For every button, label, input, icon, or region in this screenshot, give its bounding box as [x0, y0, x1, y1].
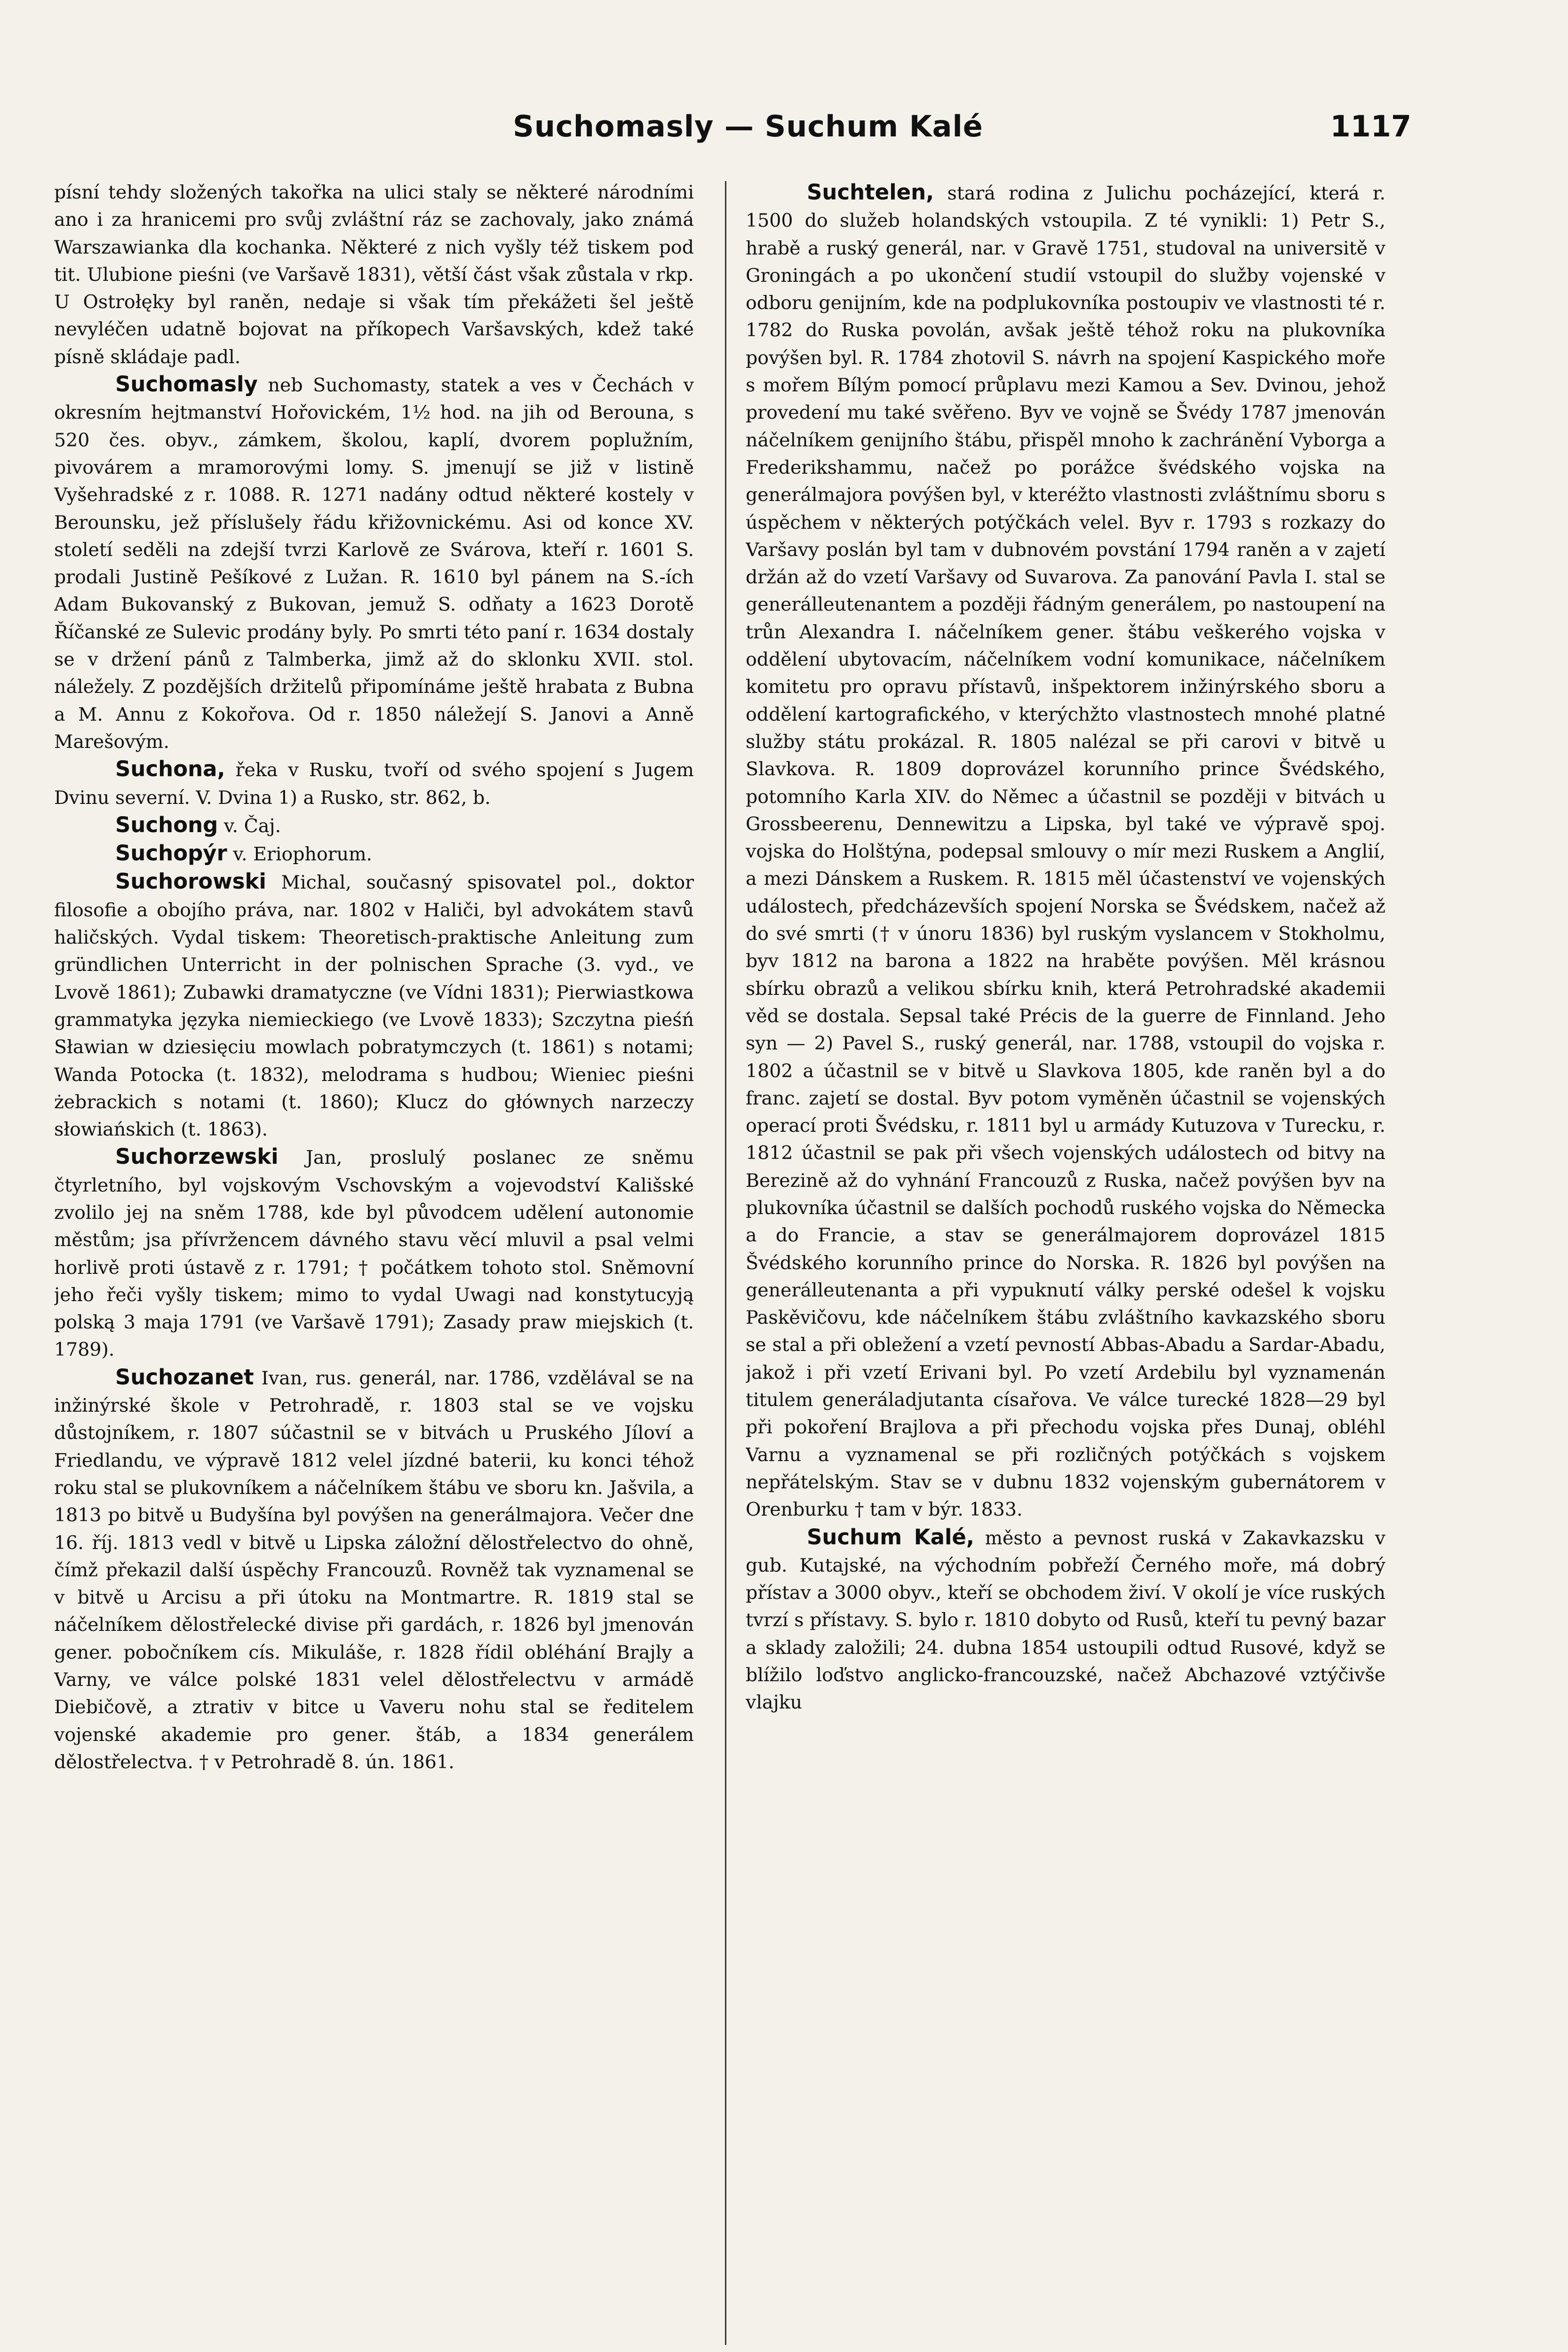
entry-headword: Suchona, — [115, 756, 225, 782]
entry-text: v. Čaj. — [223, 815, 281, 837]
entry-text: v. Eriophorum. — [233, 843, 373, 866]
entry-headword: Suchorzewski — [115, 1144, 279, 1169]
entry-suchtelen — [746, 179, 1385, 1524]
entry-suchong — [54, 811, 694, 840]
entry-text: stará rodina z Julichu pocházející, která r. 1500 do služeb holandských vstoupila. Z té vynikli: 1) Petr S., hrabě a ruský generál, nar. v Gravě 1751, studoval na universitě v Groningách a po ukončení studií vstoupil do služby vojenské v odboru genijním, kde na podplukovníka postoupiv ve vlastnosti té r. 1782 do Ruska povolán, avšak ještě téhož roku na plukovníka povýšen byl. R. 1784 zhotovil S. návrh na spojení Kaspického moře s mořem Bílým pomocí průplavu mezi Kamou a Sev. Dvinou, jehož provedení mu také svěřeno. Byv ve vojně se Švédy 1787 jmenován náčelníkem genijního štábu, přispěl mnoho k zachránění Vyborga a Frederikshammu, načež po porážce švédského vojska na generálmajora povýšen byl, v kteréžto vlastnosti zvláštnímu sboru s úspěchem v některých potýčkách velel. Byv r. 1793 s rozkazy do Varšavy poslán byl tam v dubnovém povstání 1794 raněn a v zajetí držán až do vzetí Varšavy od Suvarova. Za panování Pavla I. stal se generálleutenantem a později řádným generálem, po nastoupení na trůn Alexandra I. náčelníkem gener. štábu veškerého vojska v oddělení ubytovacím, náčelníkem vodní komunikace, náčelníkem komitetu pro opravu přístavů, inšpektorem inžinýrského sboru a oddělení kartografického, v kterýchžto vlastnostech mnohé platné služby státu prokázal. R. 1805 nalézal se při carovi v bitvě u Slavkova. R. 1809 doprovázel korunního prince Švédského, potomního Karla XIV. do Němec a účastnil se později v bitvách u Grossbeerenu, Dennewitzu a Lipska, byl také ve výpravě spoj. vojska do Holštýna, podepsal smlouvy o mír mezi Ruskem a Anglií, a mezi Dánskem a Ruskem. R. 1815 měl účastenství ve vojenských událostech, předcházevších spojení Norska se Švédskem, načež až do své smrti († v únoru 1836) byl ruským vyslancem v Stokholmu, byv 1812 na barona a 1822 na hraběte povýšen. Měl krásnou sbírku obrazů a velikou sbírku knih, která Petrohradské akademii věd se dostala. Sepsal také Précis de la guerre de Finnland. Jeho syn — 2) Pavel S., ruský generál, nar. 1788, vstoupil do vojska r. 1802 a účastnil se v bitvě u Slavkova 1805, kde raněn byl a do franc. zajetí se dostal. Byv potom vyměněn účastnil se vojenských operací proti Švédsku, r. 1811 byl u armády Kutuzova v Turecku, r. 1812 účastnil se pak při všech vojenských událostech od bitvy na Berezině až do vyhnání Francouzů z Ruska, načež povýšen byv na plukovníka účastnil se dalších pochodů ruského vojska do Německa a do Francie, a stav se generálmajorem doprovázel 1815 Švédského korunního prince do Norska. R. 1826 byl povýšen na generálleutenanta a při vypuknutí války perské odešel k vojsku Paskěvičovu, kde náčelníkem štábu zvláštního kavkazského sboru se stal a při obležení a vzetí pevností Abbas-Abadu a Sardar-Abadu, jakož i při vzetí Erivani byl. Po vzetí Ardebilu byl vyznamenán titulem generáladjutanta císařova. Ve válce turecké 1828—29 byl při pokoření Brajlova a při přechodu vojska přes Dunaj, obléhl Varnu a vyznamenal se při rozličných potýčkách s vojskem nepřátelským. Stav se v dubnu 1832 vojenským gubernátorem v Orenburku † tam v býr. 1833. — [746, 183, 1385, 1521]
entry-text: řeka v Rusku, tvoří od svého spojení s Jugem Dvinu severní. V. Dvina 1) a Rusko, str. 862, b. — [54, 759, 694, 809]
entry-text: město a pevnost ruská v Zakavkazsku v gub. Kutajské, na východním pobřeží Černého moře, má dobrý přístav a 3000 obyv., kteří se obchodem živí. V okolí je více ruských tvrzí s přístavy. S. bylo r. 1810 dobyto od Rusů, kteří tu pevný bazar a sklady založili; 24. dubna 1854 ustoupili odtud Rusové, když se blížilo loďstvo anglicko-francouzské, načež Abchazové vztýčivše vlajku — [746, 1527, 1385, 1714]
entry-suchorowski — [54, 868, 694, 1143]
entry-headword: Suchozanet — [115, 1364, 254, 1390]
entry-headword: Suchum Kalé, — [807, 1524, 975, 1549]
entry-text: Michal, současný spisovatel pol., doktor filosofie a obojího práva, nar. 1802 v Haliči, byl advokátem stavů haličských. Vydal tiskem: Theoretisch-praktische Anleitung zum gründlichen Unterricht in der polnischen Sprache (3. vyd., ve Lvově 1861); Zubawki dramatyczne (ve Vídni 1831); Pierwiastkowa grammatyka języka niemieckiego (ve Lvově 1833); Szczytna pieśń Sławian w dziesięciu mowlach pobratymczych (t. 1861) s notami; Wanda Potocka (t. 1832), melodrama s hudbou; Wieniec pieśni żebrackich s notami (t. 1860); Klucz do głównych narzeczy słowiańskich (t. 1863). — [54, 872, 694, 1141]
column-divider — [725, 181, 726, 2345]
entry-suchozanet — [54, 1364, 694, 1776]
entry-text: Jan, proslulý poslanec ze sněmu čtyrletního, byl vojskovým Vschovským a vojevodství Kališské zvolilo jej na sněm 1788, kde byl původcem udělení autonomie městům; jsa přívržencem dávného stavu věcí mluvil a psal velmi horlivě proti ústavě z r. 1791; † počátkem tohoto stol. Sněmovní jeho řeči vyšly tiskem; mimo to vydal Uwagi nad konstytucyją polską 3 maja 1791 (ve Varšavě 1791); Zasady praw miejskich (t. 1789). — [54, 1147, 694, 1361]
page-number: 1117 — [1330, 109, 1411, 143]
entry-headword: Suchtelen, — [807, 180, 934, 205]
entry-suchorzewski — [54, 1143, 694, 1363]
entry-suchona — [54, 755, 694, 811]
entry-headword: Suchorowski — [115, 869, 266, 894]
left-column — [54, 179, 694, 2352]
entry-text: Ivan, rus. generál, nar. 1786, vzdělával se na inžinýrské škole v Petrohradě, r. 1803 stal se ve vojsku důstojníkem, r. 1807 súčastnil se v bitvách u Pruského Jíloví a Friedlandu, ve výpravě 1812 velel jízdné baterii, ku konci téhož roku stal se plukovníkem a náčelníkem štábu ve sboru kn. Jašvila, a 1813 po bitvě u Budyšína byl povýšen na generálmajora. Večer dne 16. říj. 1813 vedl v bitvě u Lipska záložní dělostřelectvo do ohně, čímž překazil další úspěchy Francouzů. Rovněž tak vyznamenal se v bitvě u Arcisu a při útoku na Montmartre. R. 1819 stal se náčelníkem dělostřelecké divise při gardách, r. 1826 byl jmenován gener. pobočníkem cís. Mikuláše, r. 1828 řídil obléhání Brajly a Varny, ve válce polské 1831 velel dělostřelectvu v armádě Diebičově, a ztrativ v bitce u Vaveru nohu stal se ředitelem vojenské akademie pro gener. štáb, a 1834 generálem dělostřelectva. † v Petrohradě 8. ún. 1861. — [54, 1367, 694, 1773]
entry-text: neb Suchomasty, statek a ves v Čechách v okresním hejtmanství Hořovickém, 1½ hod. na jih od Berouna, s 520 čes. obyv., zámkem, školou, kaplí, dvorem poplužním, pivovárem a mramorovými lomy. S. jmenují se již v listině Vyšehradské z r. 1088. R. 1271 nadány odtud některé kostely v Berounsku, jež příslušely řádu křižovnickému. Asi od konce XV. století seděli na zdejší tvrzi Karlově ze Svárova, kteří r. 1601 S. prodali Justině Pešíkové z Lužan. R. 1610 byl pánem na S.-ích Adam Bukovanský z Bukovan, jemuž S. odňaty a 1623 Dorotě Říčanské ze Sulevic prodány byly. Po smrti této paní r. 1634 dostaly se v držení pánů z Talmberka, jimž až do sklonku XVII. stol. náležely. Z pozdějších držitelů připomínáme ještě hrabata z Bubna a M. Annu z Kokořova. Od r. 1850 náležejí S. Janovi a Anně Marešovým. — [54, 374, 694, 753]
entry-headword: Suchong — [115, 812, 218, 837]
entry-text: písní tehdy složených takořka na ulici staly se některé národními ano i za hranicemi pro svůj zvláštní ráz se zachovaly, jako známá Warszawianka dla kochanka. Některé z nich vyšly též tiskem pod tit. Ulubione pieśni (ve Varšavě 1831), větší část však zůstala v rkp. U Ostrołęky byl raněn, nedaje si však tím překážeti šel ještě nevyléčen udatně bojovat na příkopech Varšavských, kdež také písně skládaje padl. — [54, 182, 694, 368]
entry-suchum-kale — [746, 1524, 1385, 1716]
right-column — [746, 179, 1385, 2352]
running-head: Suchomasly — Suchum Kalé — [513, 109, 983, 143]
entry-headword: Suchopýr — [115, 841, 227, 866]
entry-continuation — [54, 179, 694, 371]
page-header — [85, 109, 1411, 151]
entry-suchomasly — [54, 371, 694, 755]
entry-headword: Suchomasly — [115, 372, 258, 397]
entry-suchopyr — [54, 840, 694, 868]
